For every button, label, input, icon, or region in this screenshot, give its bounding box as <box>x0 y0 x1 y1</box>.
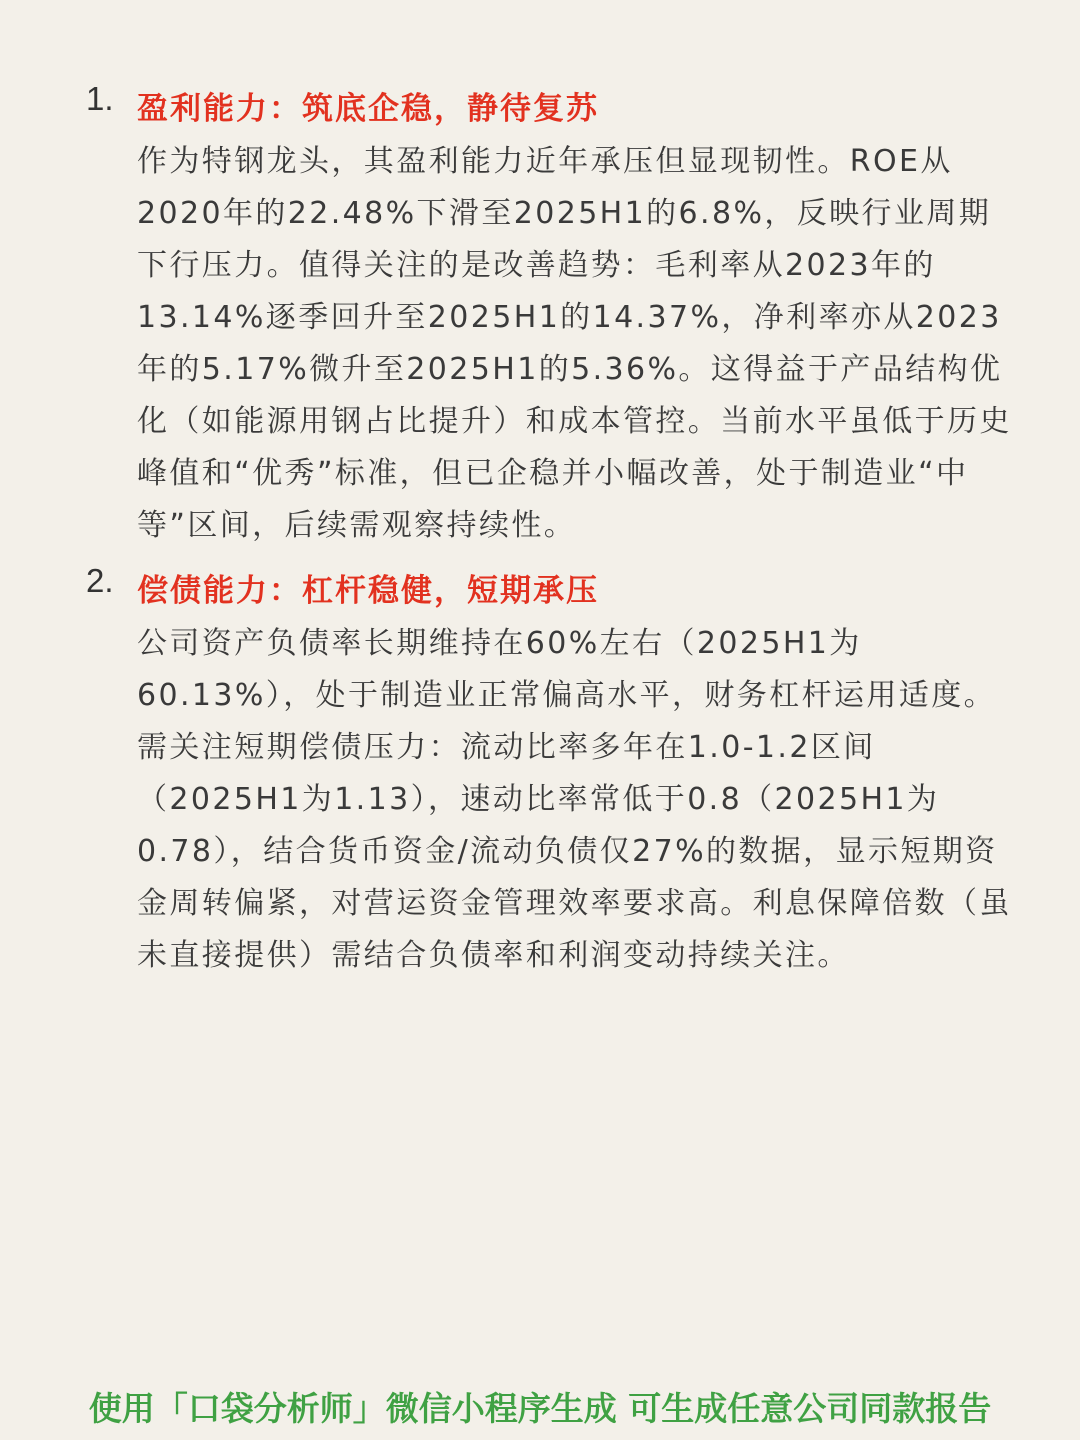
section-title: 偿债能力：杠杆稳健，短期承压 <box>137 573 599 609</box>
section-number: 2. <box>86 562 114 599</box>
section-paragraph: 作为特钢龙头，其盈利能力近年承压但显现韧性。ROE从2020年的22.48%下滑至2025H1的6.8%，反映行业周期下行压力。值得关注的是改善趋势：毛利率从2023年的13.14%逐季回升至2025H1的14.37%，净利率亦从2023年的5.17%微升至2025H1的5.36%。这得益于产品结构优化（如能源用钢占比提升）和成本管控。当前水平虽低于历史峰值和“优秀”标准，但已企稳并小幅改善，处于制造业“中等”区间，后续需观察持续性。 <box>137 144 1012 543</box>
section-content <box>137 82 1017 552</box>
section-paragraph: 公司资产负债率长期维持在60%左右（2025H1为60.13%），处于制造业正常偏高水平，财务杠杆运用适度。需关注短期偿债压力：流动比率多年在1.0-1.2区间（2025H1为1.13），速动比率常低于0.8（2025H1为0.78），结合货币资金/流动负债仅27%的数据，显示短期资金周转偏紧，对营运资金管理效率要求高。利息保障倍数（虽未直接提供）需结合负债率和利润变动持续关注。 <box>137 626 1012 973</box>
section-number: 1. <box>86 80 114 117</box>
section-content <box>137 564 1017 982</box>
section-title: 盈利能力：筑底企稳，静待复苏 <box>137 91 599 127</box>
footer-promo-text: 使用「口袋分析师」微信小程序生成 可生成任意公司同款报告 <box>88 1389 992 1428</box>
